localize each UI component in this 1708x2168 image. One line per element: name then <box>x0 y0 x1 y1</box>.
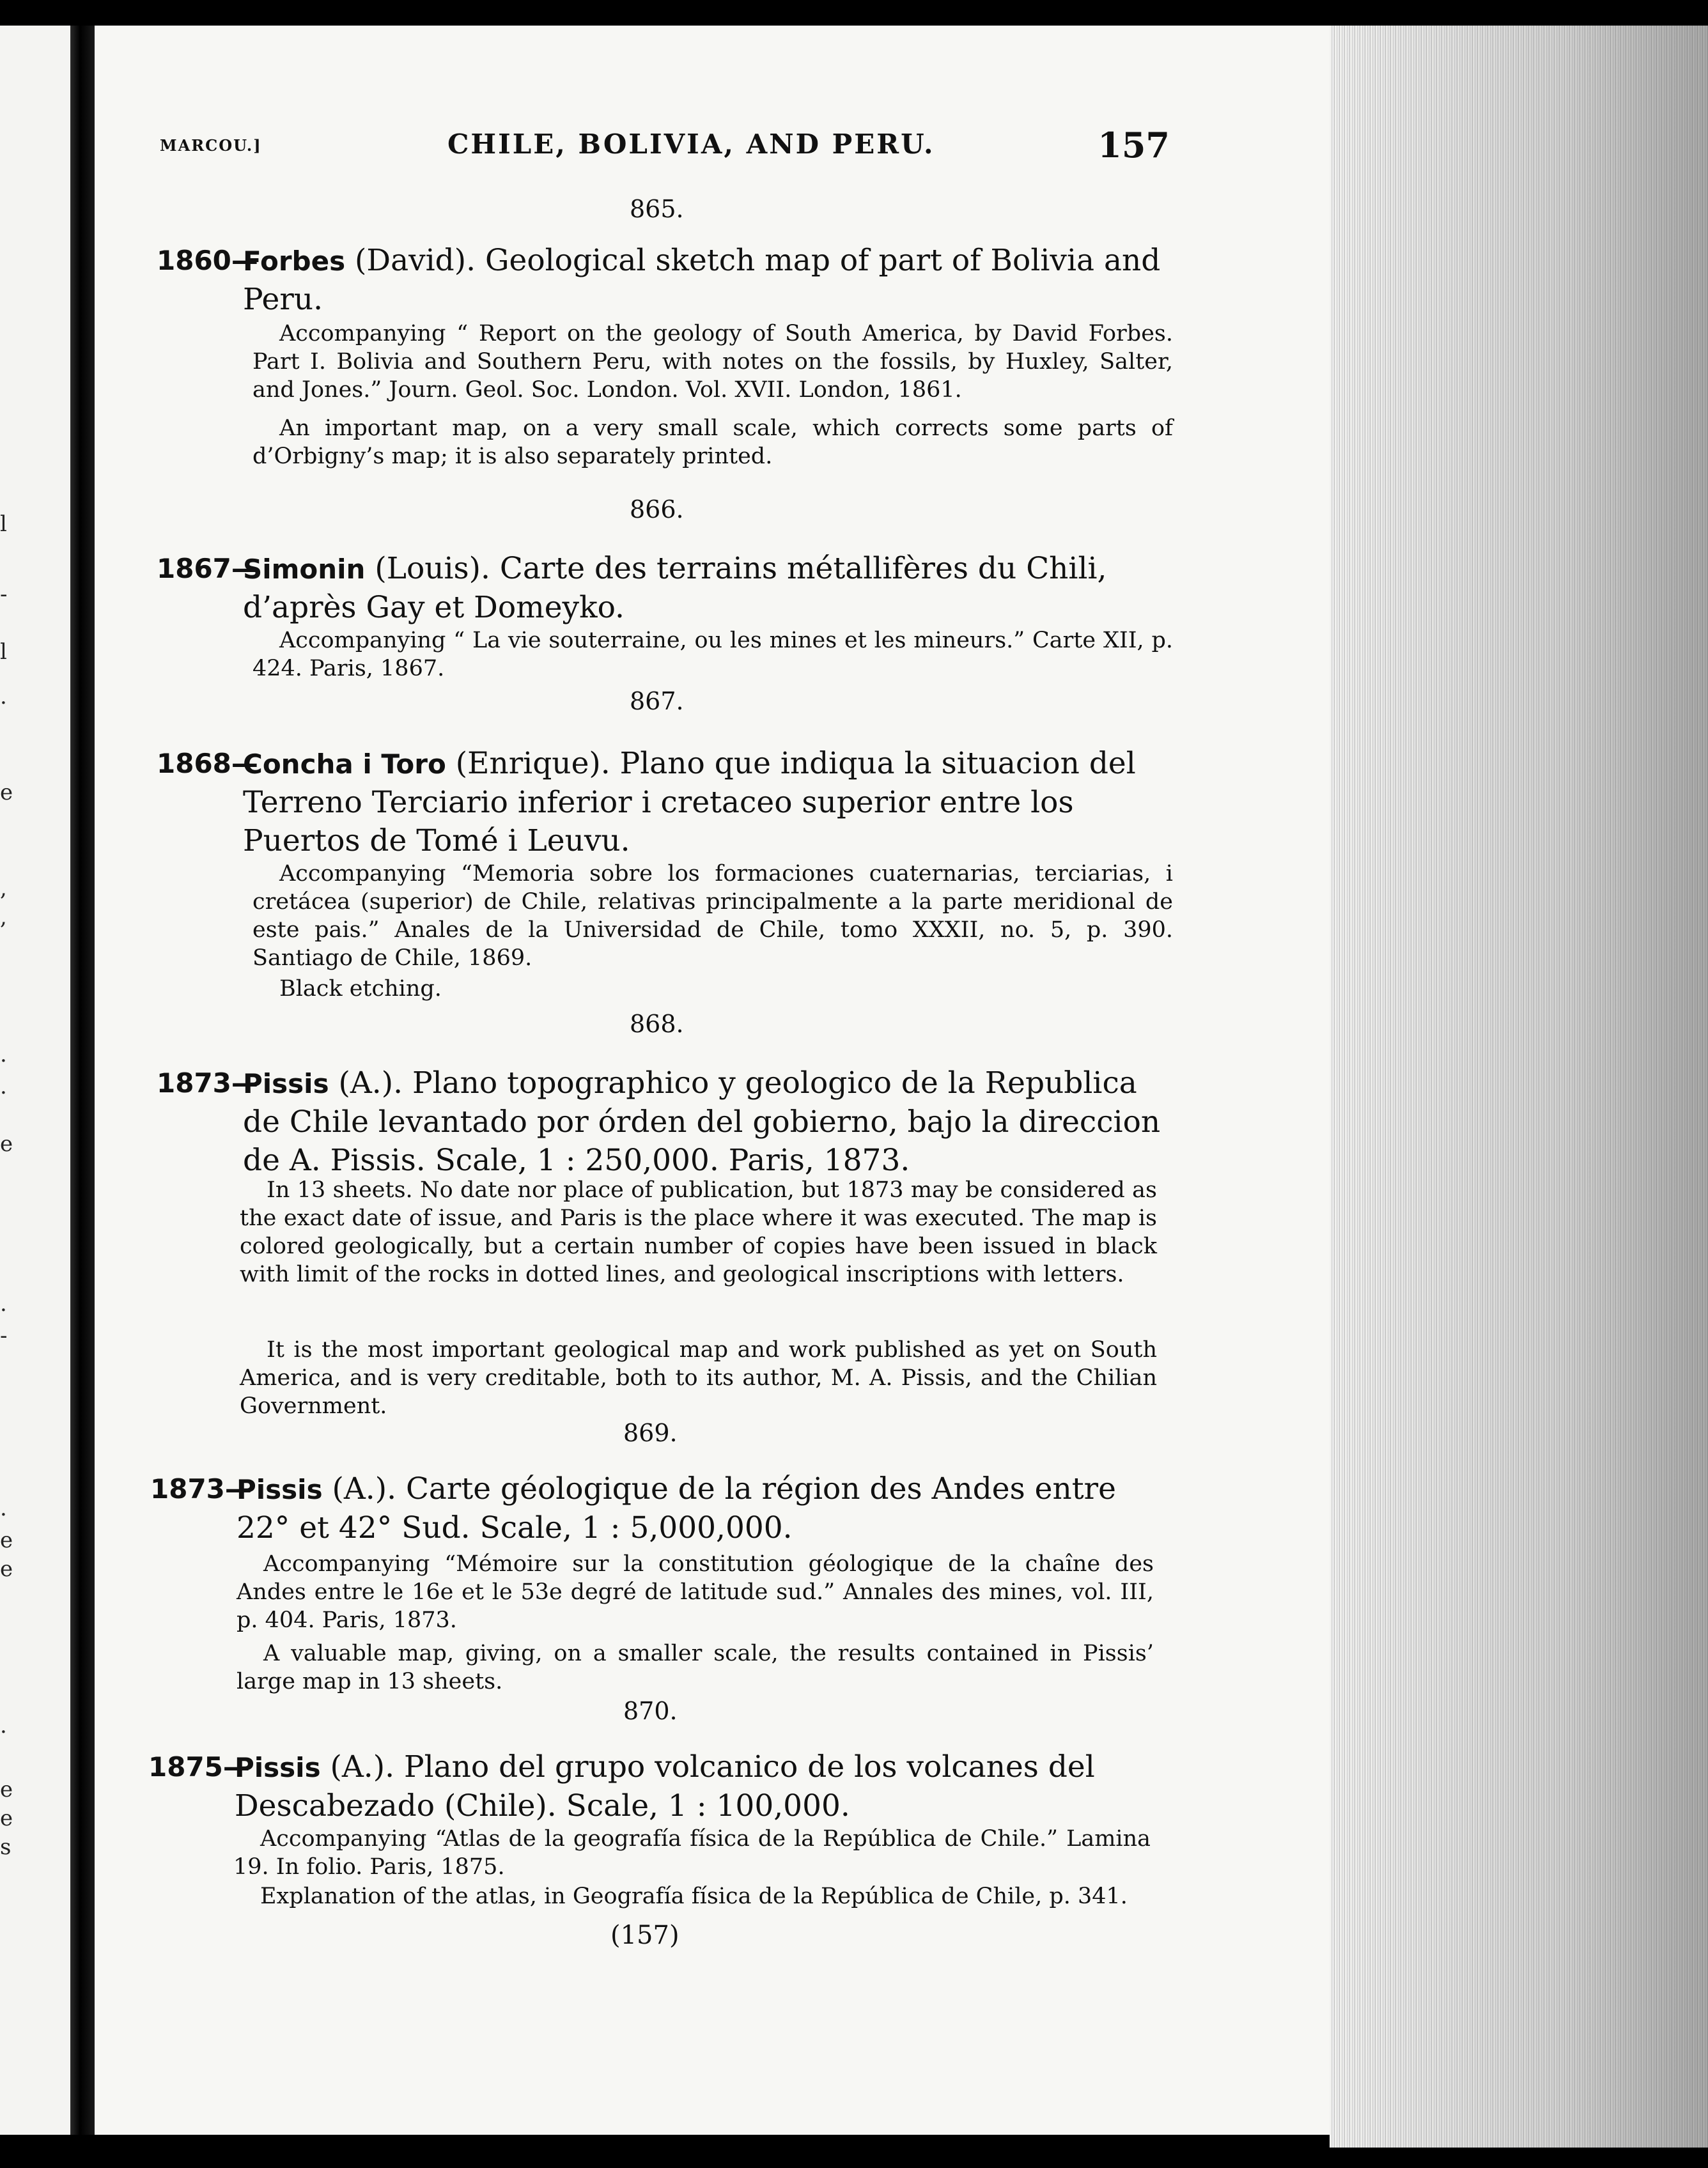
margin-mark: e <box>0 1806 13 1831</box>
entry-note: Accompanying “ Report on the geology of South America, by David Forbes. Part I. Bolivia and Southern Peru, with notes on the fossils, by Huxley, Salter, and Jones.” Journ. Geol. Soc. London. Vol. XVII. London, 1861. <box>252 321 1173 403</box>
entry-author: Concha i Toro <box>243 748 446 780</box>
entry-title-text: (Louis). Carte des terrains métallifères du Chili, d’après Gay et Domeyko. <box>243 551 1107 625</box>
margin-mark: e <box>0 1556 13 1582</box>
margin-mark: l <box>0 639 7 665</box>
entry-note: Accompanying “Atlas de la geografía física de la República de Chile.” Lamina 19. In folio. Paris, 1875. <box>233 1826 1151 1880</box>
margin-mark: . <box>0 1042 7 1067</box>
entry-number: 869. <box>623 1419 678 1447</box>
page-number: 157 <box>1098 125 1170 166</box>
entry-year: 1867— <box>157 553 258 584</box>
margin-mark: e <box>0 1777 13 1802</box>
entry-note: It is the most important geological map and work published as yet on South America, and is very creditable, both to its author, M. A. Pissis, and the Chilian Government. <box>240 1337 1157 1419</box>
margin-mark: e <box>0 1528 13 1553</box>
entry-year: 1875— <box>148 1751 250 1783</box>
entry-title-text: (A.). Carte géologique de la région des Andes entre 22° et 42° Sud. Scale, 1 : 5,000,000. <box>237 1471 1116 1545</box>
entry-author: Pissis <box>243 1068 329 1099</box>
entry-number: 866. <box>630 495 684 523</box>
entry-title-text: (A.). Plano del grupo volcanico de los volcanes del Descabezado (Chile). Scale, 1 : 100,000. <box>235 1749 1095 1823</box>
left-page-margin-text <box>0 26 26 2135</box>
running-head-author: MARCOU.] <box>160 136 262 155</box>
margin-mark: , <box>0 876 7 901</box>
page-edges <box>1330 26 1708 2148</box>
margin-mark: - <box>0 1323 8 1349</box>
running-head-title: CHILE, BOLIVIA, AND PERU. <box>447 128 935 160</box>
entry-note: A valuable map, giving, on a smaller scale, the results contained in Pissis’ large map in 13 sheets. <box>237 1641 1154 1694</box>
book-gutter <box>70 26 95 2135</box>
margin-mark: e <box>0 780 13 805</box>
entry-title <box>157 1064 1173 1180</box>
margin-mark: e <box>0 1131 13 1157</box>
entry-note: An important map, on a very small scale, which corrects some parts of d’Orbigny’s map; it is also separately printed. <box>252 415 1173 469</box>
entry-year: 1868— <box>157 748 258 779</box>
margin-mark: . <box>0 1496 7 1521</box>
entry-year: 1873— <box>157 1067 258 1099</box>
margin-mark: . <box>0 1074 7 1099</box>
entry-title <box>157 550 1173 627</box>
margin-mark: s <box>0 1834 12 1860</box>
margin-mark: . <box>0 684 7 709</box>
entry-note: In 13 sheets. No date nor place of publication, but 1873 may be considered as the exact date of issue, and Paris is the place where it was executed. The map is colored geologically, but a certain number of copies have been issued in black with limit of the rocks in dotted lines, and geological inscriptions with letters. <box>240 1177 1157 1287</box>
entry-year: 1873— <box>150 1473 252 1505</box>
entry-title-text: (Enrique). Plano que indiqua la situacion del Terreno Terciario inferior i cretaceo superior entre los Puertos de Tomé i Leuvu. <box>243 746 1136 858</box>
entry-note: Accompanying “Mémoire sur la constitution géologique de la chaîne des Andes entre le 16e et le 53e degré de latitude sud.” Annales des mines, vol. III, p. 404. Paris, 1873. <box>237 1551 1154 1633</box>
entry-number: 868. <box>630 1010 684 1038</box>
entry-author: Forbes <box>243 245 346 277</box>
entry-number: 870. <box>623 1697 678 1725</box>
entry-note: Accompanying “ La vie souterraine, ou les mines et les mineurs.” Carte XII, p. 424. Paris, 1867. <box>252 628 1173 681</box>
margin-mark: . <box>0 1291 7 1317</box>
entry-author: Simonin <box>243 554 366 585</box>
entry-number: 867. <box>630 687 684 715</box>
entry-title-text: (A.). Plano topographico y geologico de la Republica de Chile levantado por órden del gobierno, bajo la direccion de A. Pissis. Scale, 1 : 250,000. Paris, 1873. <box>243 1065 1161 1178</box>
footer-page-number: (157) <box>610 1921 679 1950</box>
margin-mark: - <box>0 582 8 607</box>
entry-title <box>148 1748 1165 1825</box>
margin-mark: l <box>0 511 7 537</box>
entry-note: Accompanying “Memoria sobre los formaciones cuaternarias, terciarias, i cretácea (superior) de Chile, relativas principalmente a la parte meridional de este pais.” Anales de la Universidad de Chile, tomo XXXII, no. 5, p. 390. Santiago de Chile, 1869. <box>252 861 1173 971</box>
entry-author: Pissis <box>237 1474 323 1505</box>
entry-year: 1860— <box>157 245 258 276</box>
entry-note: Explanation of the atlas, in Geografía física de la República de Chile, p. 341. <box>260 1884 1128 1909</box>
entry-title <box>157 745 1173 860</box>
entry-title <box>157 242 1173 319</box>
entry-note: Black etching. <box>279 976 442 1002</box>
margin-mark: , <box>0 904 7 930</box>
entry-author: Pissis <box>235 1752 321 1783</box>
running-head <box>160 125 1170 169</box>
entry-number: 865. <box>630 195 684 223</box>
margin-mark: . <box>0 1713 7 1738</box>
entry-title <box>150 1470 1167 1547</box>
entry-title-text: (David). Geological sketch map of part of Bolivia and Peru. <box>243 243 1161 317</box>
